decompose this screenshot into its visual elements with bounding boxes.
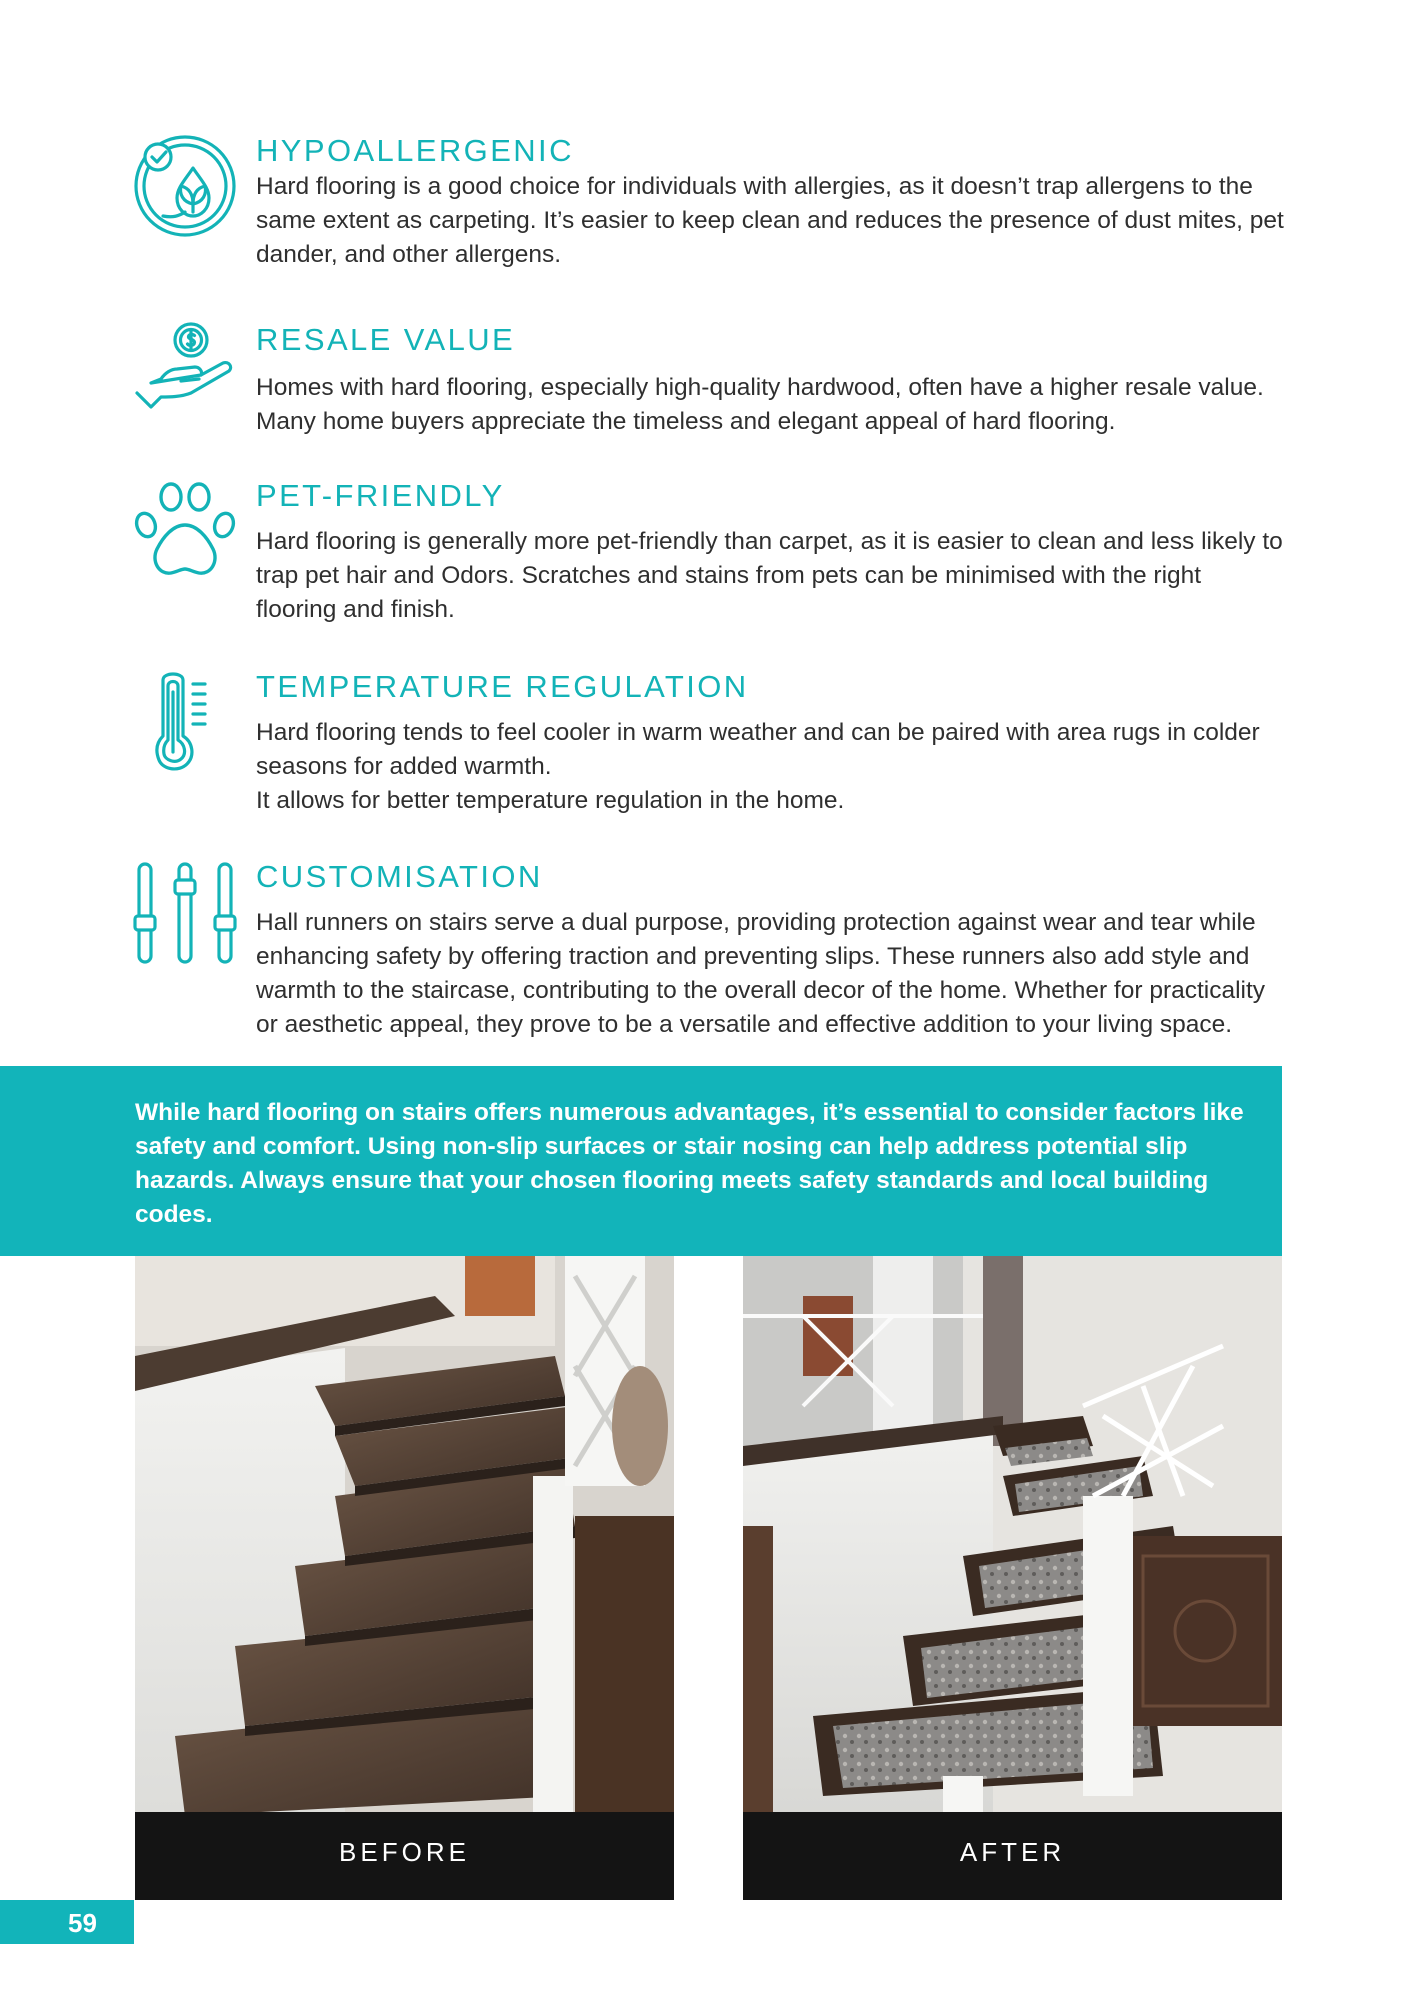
feature-title: HYPOALLERGENIC: [256, 133, 574, 168]
caption-bar: [743, 1812, 1282, 1900]
feature-title: RESALE VALUE: [256, 322, 516, 357]
feature-title: TEMPERATURE REGULATION: [256, 669, 749, 704]
feature-body: Hard flooring tends to feel cooler in warm weather and can be paired with area rugs in colder seasons for added warmth.: [256, 719, 1260, 780]
caption-bar: [135, 1812, 674, 1900]
feature-body: Hall runners on stairs serve a dual purpose, providing protection against wear and tear while enhancing safety by offering traction and preventing slips. These runners also add style and warmth to the staircase, contributing to the overall decor of the home. Whether for practicality or aesthetic appeal, they prove to be a versatile and effective addition to your living space.: [256, 909, 1266, 1038]
feature-body: Hard flooring is generally more pet-friendly than carpet, as it is easier to clean and less likely to trap pet hair and Odors. Scratches and stains from pets can be minimised with the right flooring and finish.: [256, 528, 1283, 623]
before-photo: [135, 1256, 674, 1900]
feature-title: PET-FRIENDLY: [256, 478, 505, 513]
feature-body: Hard flooring is a good choice for individuals with allergies, as it doesn’t trap allergens to the same extent as carpeting. It’s easier to keep clean and reduces the presence of dust mites, pet dander, and other allergens.: [256, 173, 1284, 268]
after-photo: [743, 1256, 1282, 1900]
before-caption: BEFORE: [339, 1837, 470, 1867]
hand-with-coin-icon: [133, 319, 237, 423]
feature-body-extra: It allows for better temperature regulation in the home.: [256, 787, 845, 814]
callout-text: While hard flooring on stairs offers numerous advantages, it’s essential to consider factors like safety and comfort. Using non-slip surfaces or stair nosing can help address potential slip hazards. Always ensure that your chosen flooring meets safety standards and local building codes.: [135, 1099, 1244, 1228]
after-caption: AFTER: [959, 1837, 1066, 1867]
feature-title: CUSTOMISATION: [256, 859, 543, 894]
sliders-icon: [133, 862, 237, 966]
thermometer-icon: [133, 668, 237, 772]
hypoallergenic-leaf-drop-icon: [133, 134, 237, 238]
page-number: [0, 1900, 134, 1944]
page-number-label: 59: [68, 1908, 97, 1938]
paw-print-icon: [133, 479, 237, 583]
callout-banner: [0, 1066, 1282, 1256]
feature-body: Homes with hard flooring, especially high-quality hardwood, often have a higher resale value. Many home buyers appreciate the timeless and elegant appeal of hard flooring.: [256, 374, 1264, 435]
